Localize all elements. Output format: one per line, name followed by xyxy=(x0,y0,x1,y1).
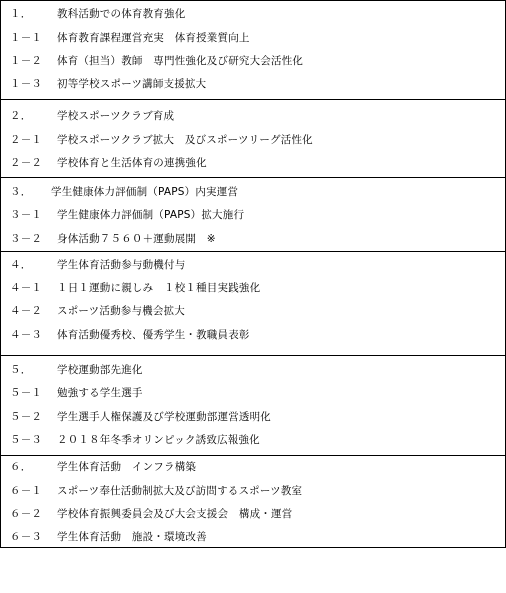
item-text: ２０１８年冬季オリンピック誘致広報強化 xyxy=(57,434,260,446)
section-item xyxy=(1,207,245,223)
item-number: ５－１ xyxy=(10,387,43,399)
section-title: 教科活動での体育教育強化 xyxy=(57,8,186,20)
item-text: 学校体育と生活体育の連携強化 xyxy=(57,157,207,169)
section-title: 学校スポーツクラブ育成 xyxy=(57,110,175,122)
section-title: 学生健康体力評価制（PAPS）内実運営 xyxy=(51,186,239,198)
item-text: 初等学校スポーツ講師支援拡大 xyxy=(57,78,207,90)
item-text: 身体活動７５６０＋運動展開 ※ xyxy=(57,233,216,245)
section-number: ２． xyxy=(10,110,32,122)
item-number: ２－２ xyxy=(10,157,43,169)
section-number: ６． xyxy=(10,461,32,473)
section-number: ４． xyxy=(10,259,32,271)
section-item xyxy=(1,303,185,319)
item-number: ４－３ xyxy=(10,329,43,341)
item-number: ６－２ xyxy=(10,508,43,520)
item-text: 学生体育活動 施設・環境改善 xyxy=(57,531,207,543)
item-text: 体育（担当）教師 専門性強化及び研究大会活性化 xyxy=(57,55,304,67)
section-number: ３． xyxy=(10,186,32,198)
item-text: 学生健康体力評価制（PAPS）拡大施行 xyxy=(57,209,245,221)
section-item xyxy=(1,529,207,545)
item-number: １－１ xyxy=(10,32,43,44)
item-number: ３－２ xyxy=(10,233,43,245)
section-title: 学校運動部先進化 xyxy=(57,364,143,376)
section-4 xyxy=(1,251,505,355)
section-item xyxy=(1,132,313,148)
section-1 xyxy=(1,1,505,99)
section-6 xyxy=(1,455,505,547)
section-heading xyxy=(1,257,186,273)
section-title: 学生体育活動参与動機付与 xyxy=(57,259,186,271)
section-2 xyxy=(1,99,505,177)
section-heading xyxy=(1,108,175,124)
item-number: ６－１ xyxy=(10,485,43,497)
section-heading xyxy=(1,184,239,200)
section-item xyxy=(1,506,293,522)
item-number: １－３ xyxy=(10,78,43,90)
section-item xyxy=(1,280,261,296)
section-item xyxy=(1,53,304,69)
item-number: ４－１ xyxy=(10,282,43,294)
section-3 xyxy=(1,177,505,251)
section-item xyxy=(1,76,207,92)
item-number: １－２ xyxy=(10,55,43,67)
item-text: スポーツ奉仕活動制拡大及び訪問するスポーツ教室 xyxy=(57,485,303,497)
item-text: 体育教育課程運営充実 体育授業質向上 xyxy=(57,32,250,44)
item-text: スポーツ活動参与機会拡大 xyxy=(57,305,185,317)
section-item xyxy=(1,327,250,343)
section-title: 学生体育活動 インフラ構築 xyxy=(57,461,197,473)
section-heading xyxy=(1,459,197,475)
section-item xyxy=(1,155,207,171)
section-heading xyxy=(1,6,186,22)
item-number: ５－２ xyxy=(10,411,43,423)
item-number: ３－１ xyxy=(10,209,43,221)
section-item xyxy=(1,483,303,499)
item-text: 勉強する学生選手 xyxy=(57,387,143,399)
section-item xyxy=(1,30,250,46)
item-text: 学校スポーツクラブ拡大 及びスポーツリーグ活性化 xyxy=(57,134,313,146)
section-heading xyxy=(1,362,143,378)
section-item xyxy=(1,385,143,401)
section-item xyxy=(1,231,216,247)
section-item xyxy=(1,409,271,425)
section-number: ５． xyxy=(10,364,32,376)
item-number: ２－１ xyxy=(10,134,43,146)
item-number: ６－３ xyxy=(10,531,43,543)
item-text: 体育活動優秀校、優秀学生・教職員表彰 xyxy=(57,329,250,341)
item-number: ４－２ xyxy=(10,305,43,317)
item-number: ５－３ xyxy=(10,434,43,446)
section-item xyxy=(1,432,260,448)
item-text: 学校体育振興委員会及び大会支援会 構成・運営 xyxy=(57,508,293,520)
section-number: １． xyxy=(10,8,32,20)
section-5 xyxy=(1,355,505,455)
item-text: 学生選手人権保護及び学校運動部運営透明化 xyxy=(57,411,271,423)
item-text: １日１運動に親しみ １校１種目実践強化 xyxy=(57,282,261,294)
